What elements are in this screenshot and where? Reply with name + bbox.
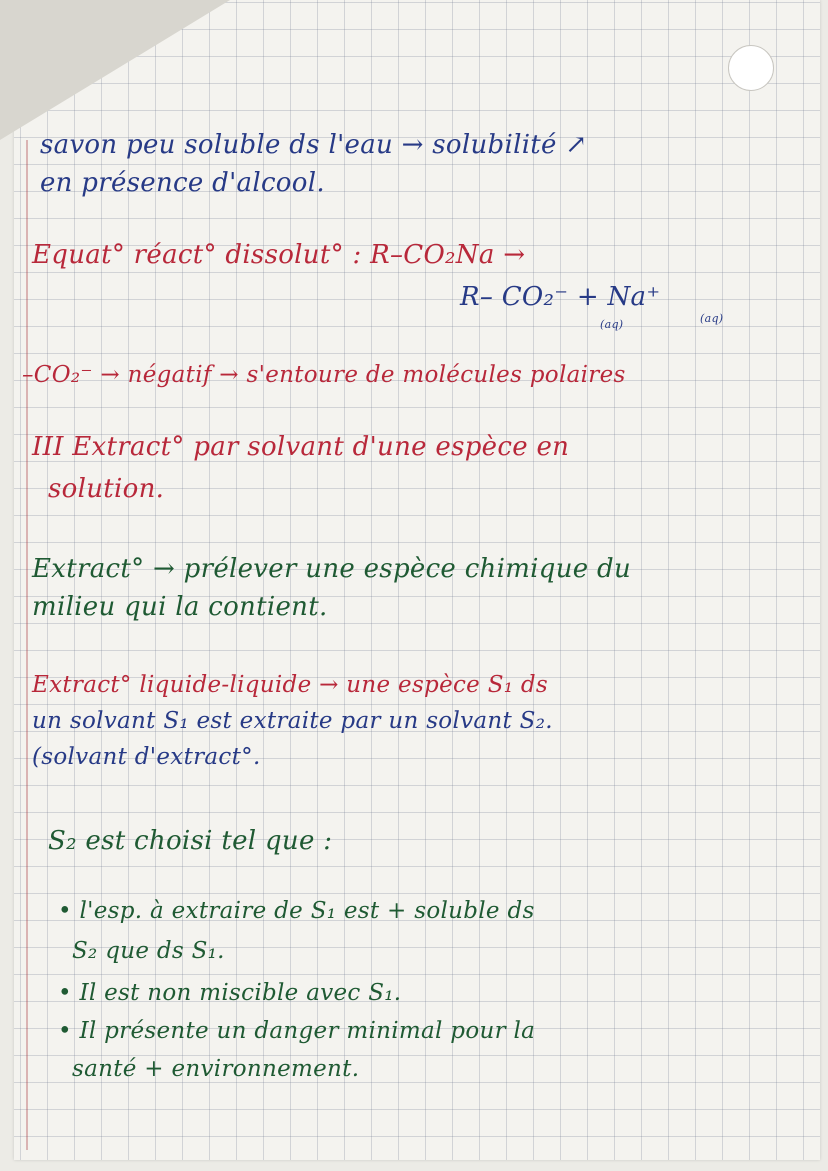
def-extraction-1: Extract° → prélever une espèce chimique du bbox=[32, 554, 632, 584]
def-liquid-liquid-1: Extract° liquide-liquide → une espèce S₁ ds bbox=[32, 672, 549, 698]
criteria-item-3b: santé + environnement. bbox=[72, 1056, 360, 1082]
folded-corner bbox=[0, 0, 230, 140]
section-title-line-1: III Extract° par solvant d'une espèce en bbox=[32, 432, 570, 462]
line-alcohol: en présence d'alcool. bbox=[40, 168, 325, 198]
line-solubility: savon peu soluble ds l'eau → solubilité ↗ bbox=[40, 130, 588, 160]
criteria-item-3a: • Il présente un danger minimal pour la bbox=[58, 1018, 536, 1044]
criteria-item-1b: S₂ que ds S₁. bbox=[72, 938, 225, 964]
criteria-heading: S₂ est choisi tel que : bbox=[48, 826, 333, 856]
margin-line bbox=[26, 140, 28, 1150]
line-equation: Equat° réact° dissolut° : R–CO₂Na → bbox=[32, 240, 526, 270]
label-aq-1: (aq) bbox=[600, 318, 624, 331]
corner-glyph: $ bbox=[2, 10, 18, 38]
def-liquid-liquid-3: (solvant d'extract°. bbox=[32, 744, 261, 770]
def-liquid-liquid-2: un solvant S₁ est extraite par un solvant S₂. bbox=[32, 708, 553, 734]
line-equation-products: R– CO₂⁻ + Na⁺ bbox=[460, 282, 661, 312]
section-title-line-2: solution. bbox=[48, 474, 165, 504]
punch-hole bbox=[728, 45, 774, 91]
criteria-item-2: • Il est non miscible avec S₁. bbox=[58, 980, 402, 1006]
criteria-item-1a: • l'esp. à extraire de S₁ est + soluble ds bbox=[58, 898, 535, 924]
label-aq-2: (aq) bbox=[700, 312, 724, 325]
line-co2-negative: –CO₂⁻ → négatif → s'entoure de molécules polaires bbox=[22, 362, 626, 388]
def-extraction-2: milieu qui la contient. bbox=[32, 592, 328, 622]
